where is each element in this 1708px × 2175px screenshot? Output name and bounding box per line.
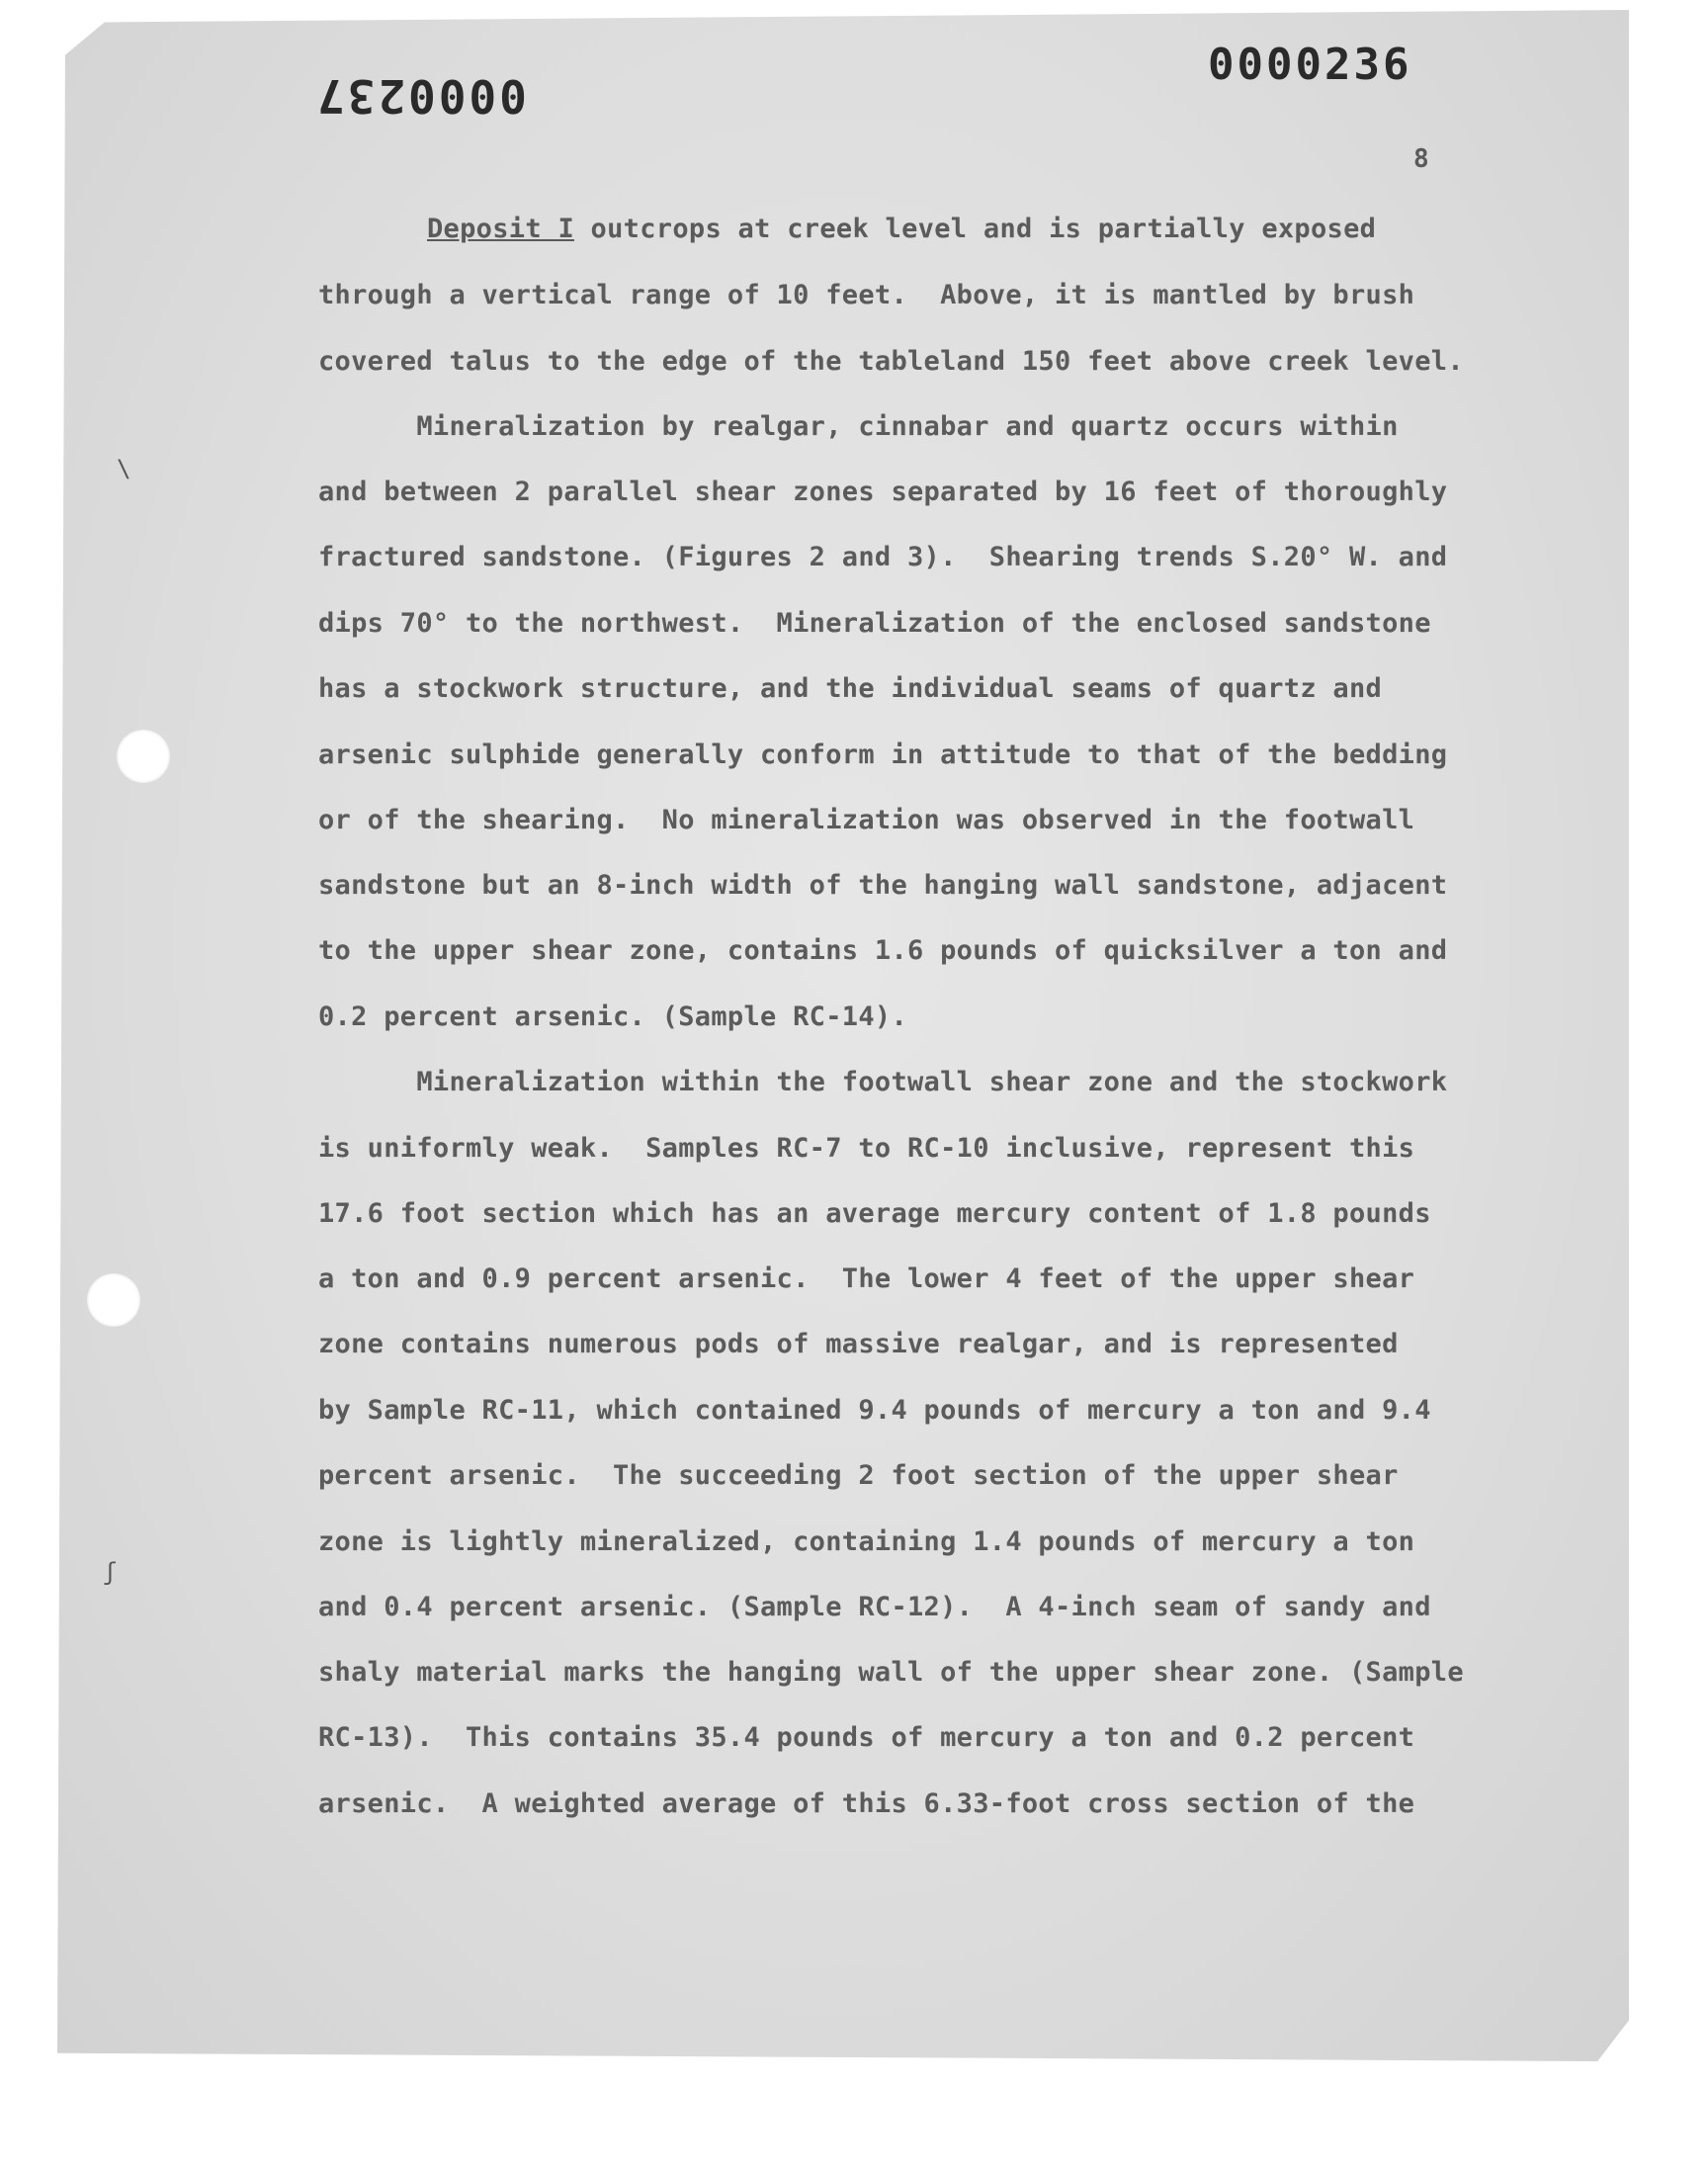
body-line-4: Mineralization by realgar, cinnabar and quartz occurs within xyxy=(318,411,1399,442)
body-line-7: dips 70° to the northwest. Mineralization of the enclosed sandstone xyxy=(318,608,1431,639)
body-line-1: Deposit I outcrops at creek level and is partially exposed xyxy=(427,214,1377,244)
body-line-17: a ton and 0.9 percent arsenic. The lower 4 feet of the upper shear xyxy=(318,1263,1415,1294)
body-line-23: shaly material marks the hanging wall of the upper shear zone. (Sample xyxy=(318,1657,1464,1688)
punch-hole xyxy=(87,1273,140,1327)
bates-stamp-left: 0000237 xyxy=(314,69,527,123)
body-line-11: sandstone but an 8-inch width of the hanging wall sandstone, adjacent xyxy=(318,870,1448,901)
body-line-5: and between 2 parallel shear zones separated by 16 feet of thoroughly xyxy=(318,477,1448,507)
body-line-22: and 0.4 percent arsenic. (Sample RC-12). A 4-inch seam of sandy and xyxy=(318,1592,1431,1622)
body-line-25: arsenic. A weighted average of this 6.33-foot cross section of the xyxy=(318,1788,1415,1819)
body-line-21: zone is lightly mineralized, containing 1.4 pounds of mercury a ton xyxy=(318,1526,1415,1557)
stray-mark: \ xyxy=(117,455,131,482)
page-number: 8 xyxy=(1413,144,1429,174)
stray-mark: ʃ xyxy=(103,1558,118,1586)
body-line-16: 17.6 foot section which has an average mercury content of 1.8 pounds xyxy=(318,1198,1431,1229)
deposit-heading: Deposit I xyxy=(427,214,574,244)
body-line-9: arsenic sulphide generally conform in attitude to that of the bedding xyxy=(318,740,1448,770)
body-line-24: RC-13). This contains 35.4 pounds of mercury a ton and 0.2 percent xyxy=(318,1722,1415,1753)
body-line-20: percent arsenic. The succeeding 2 foot section of the upper shear xyxy=(318,1460,1399,1491)
body-line-13: 0.2 percent arsenic. (Sample RC-14). xyxy=(318,1001,907,1032)
body-line-6: fractured sandstone. (Figures 2 and 3). Shearing trends S.20° W. and xyxy=(318,542,1448,572)
body-line-2: through a vertical range of 10 feet. Above, it is mantled by brush xyxy=(318,280,1415,310)
punch-hole xyxy=(117,730,170,783)
body-line-19: by Sample RC-11, which contained 9.4 pounds of mercury a ton and 9.4 xyxy=(318,1395,1431,1426)
body-line-8: has a stockwork structure, and the individual seams of quartz and xyxy=(318,673,1383,704)
body-line-10: or of the shearing. No mineralization was observed in the footwall xyxy=(318,805,1415,835)
document-page xyxy=(57,10,1629,2061)
body-line-18: zone contains numerous pods of massive realgar, and is represented xyxy=(318,1329,1399,1359)
body-line-3: covered talus to the edge of the tableland 150 feet above creek level. xyxy=(318,346,1464,377)
bates-stamp-right: 0000236 xyxy=(1208,40,1412,90)
body-line-15: is uniformly weak. Samples RC-7 to RC-10 inclusive, represent this xyxy=(318,1133,1415,1164)
body-line-12: to the upper shear zone, contains 1.6 pounds of quicksilver a ton and xyxy=(318,935,1448,966)
body-line-14: Mineralization within the footwall shear zone and the stockwork xyxy=(318,1067,1448,1097)
